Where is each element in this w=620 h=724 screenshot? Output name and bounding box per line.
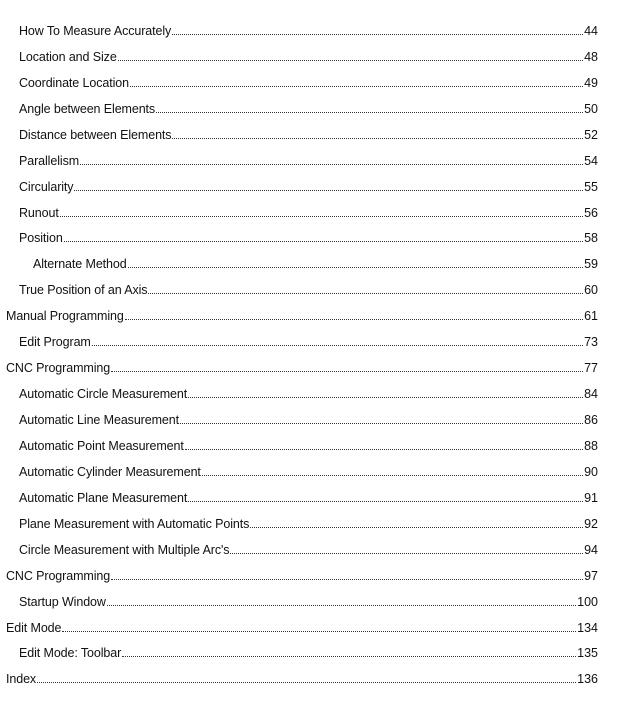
toc-entry[interactable] [0, 511, 620, 537]
toc-entry-page: 73 [584, 335, 598, 350]
toc-entry[interactable] [0, 329, 620, 355]
toc-entry[interactable] [0, 174, 620, 200]
toc-entry-title: Coordinate Location [19, 75, 129, 90]
toc-entry-title: Plane Measurement with Automatic Points [19, 516, 250, 531]
dot-leader [250, 526, 583, 528]
toc-entry[interactable] [0, 485, 620, 511]
dot-leader [111, 578, 583, 580]
toc-entry-page: 58 [584, 231, 598, 246]
toc-entry-title: Edit Mode [6, 620, 62, 635]
toc-entry[interactable] [0, 18, 620, 44]
toc-entry-title: Edit Mode: Toolbar [19, 646, 122, 661]
toc-entry-title: Automatic Circle Measurement [19, 387, 188, 402]
dot-leader [172, 137, 583, 139]
dot-leader [230, 552, 583, 554]
dot-leader [125, 318, 583, 320]
dot-leader [62, 630, 576, 632]
toc-entry[interactable] [0, 303, 620, 329]
toc-entry[interactable] [0, 200, 620, 226]
toc-entry[interactable] [0, 122, 620, 148]
dot-leader [148, 292, 583, 294]
toc-entry-page: 86 [584, 413, 598, 428]
toc-entry-page: 60 [584, 283, 598, 298]
toc-entry-title: Distance between Elements [19, 127, 172, 142]
toc-entry-page: 92 [584, 516, 598, 531]
dot-leader [80, 163, 583, 165]
toc-entry-title: Automatic Line Measurement [19, 413, 179, 428]
toc-entry-title: CNC Programming [6, 361, 111, 376]
table-of-contents [0, 18, 620, 692]
toc-entry-page: 61 [584, 309, 598, 324]
toc-entry[interactable] [0, 355, 620, 381]
dot-leader [37, 681, 576, 683]
toc-entry-page: 59 [584, 257, 598, 272]
toc-entry-title: Automatic Cylinder Measurement [19, 464, 201, 479]
dot-leader [188, 396, 583, 398]
toc-entry-page: 48 [584, 49, 598, 64]
toc-entry-page: 88 [584, 438, 598, 453]
toc-entry-title: Automatic Plane Measurement [19, 490, 188, 505]
toc-entry[interactable] [0, 641, 620, 667]
toc-entry[interactable] [0, 407, 620, 433]
toc-entry-page: 49 [584, 75, 598, 90]
toc-entry[interactable] [0, 226, 620, 252]
toc-entry-title: Index [6, 672, 37, 687]
toc-entry-page: 100 [577, 594, 598, 609]
toc-entry-title: How To Measure Accurately [19, 23, 172, 38]
toc-entry[interactable] [0, 44, 620, 70]
toc-entry-page: 91 [584, 490, 598, 505]
toc-entry[interactable] [0, 537, 620, 563]
toc-entry-page: 136 [577, 672, 598, 687]
toc-entry-title: CNC Programming [6, 568, 111, 583]
toc-entry-page: 44 [584, 23, 598, 38]
toc-entry-title: Automatic Point Measurement [19, 438, 184, 453]
toc-entry[interactable] [0, 433, 620, 459]
toc-entry-title: Angle between Elements [19, 101, 156, 116]
toc-entry[interactable] [0, 277, 620, 303]
toc-entry-page: 56 [584, 205, 598, 220]
toc-entry-page: 90 [584, 464, 598, 479]
dot-leader [128, 266, 583, 268]
dot-leader [60, 215, 583, 217]
toc-entry-title: Runout [19, 205, 59, 220]
toc-entry-page: 52 [584, 127, 598, 142]
toc-entry-page: 135 [577, 646, 598, 661]
dot-leader [185, 448, 583, 450]
toc-entry[interactable] [0, 615, 620, 641]
toc-entry[interactable] [0, 381, 620, 407]
toc-entry-title: Parallelism [19, 153, 80, 168]
toc-entry[interactable] [0, 96, 620, 122]
toc-entry-page: 84 [584, 387, 598, 402]
dot-leader [92, 344, 583, 346]
toc-entry-title: Location and Size [19, 49, 117, 64]
dot-leader [130, 85, 583, 87]
toc-entry-title: True Position of an Axis [19, 283, 148, 298]
toc-entry-page: 94 [584, 542, 598, 557]
toc-entry-title: Edit Program [19, 335, 91, 350]
dot-leader [172, 33, 583, 35]
toc-entry-title: Manual Programming [6, 309, 124, 324]
dot-leader [180, 422, 583, 424]
toc-entry-title: Startup Window [19, 594, 106, 609]
toc-entry-title: Circle Measurement with Multiple Arc's [19, 542, 230, 557]
dot-leader [156, 111, 583, 113]
toc-entry-page: 77 [584, 361, 598, 376]
toc-entry-title: Circularity [19, 179, 74, 194]
toc-entry-title: Alternate Method [33, 257, 127, 272]
toc-entry-page: 134 [577, 620, 598, 635]
toc-entry[interactable] [0, 589, 620, 615]
dot-leader [111, 370, 583, 372]
toc-entry[interactable] [0, 148, 620, 174]
dot-leader [202, 474, 583, 476]
dot-leader [64, 240, 583, 242]
toc-entry-page: 97 [584, 568, 598, 583]
dot-leader [107, 604, 576, 606]
toc-entry-title: Position [19, 231, 63, 246]
dot-leader [122, 655, 576, 657]
dot-leader [188, 500, 583, 502]
toc-entry-page: 55 [584, 179, 598, 194]
dot-leader [74, 189, 583, 191]
toc-entry-page: 54 [584, 153, 598, 168]
toc-entry[interactable] [0, 666, 620, 692]
toc-entry[interactable] [0, 70, 620, 96]
dot-leader [118, 59, 583, 61]
toc-entry[interactable] [0, 251, 620, 277]
toc-entry[interactable] [0, 563, 620, 589]
toc-entry[interactable] [0, 459, 620, 485]
toc-entry-page: 50 [584, 101, 598, 116]
